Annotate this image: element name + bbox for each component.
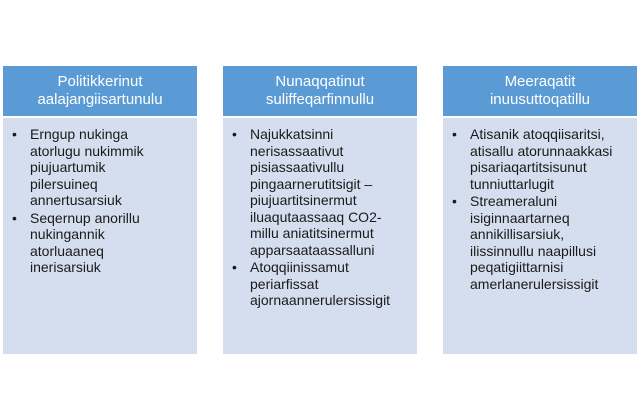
item-line: periarfissat: [250, 275, 319, 292]
item-line: annikillisarsiuk,: [470, 226, 565, 242]
item-line: ajornaannerulersissigit: [250, 292, 391, 308]
item-line: atorlugu nukimmik: [30, 142, 144, 159]
item-line: • Streameraluni: [470, 193, 558, 209]
column-youth: [443, 66, 637, 354]
item-line: pingaarnerutitsigit –: [250, 175, 373, 192]
column-header: [443, 66, 637, 116]
item-line: • Atisanik atoqqiisaritsi,: [470, 126, 605, 142]
item-line: tunniuttarlugit: [470, 175, 555, 192]
item-line: atisallu atorunnaakkasi: [470, 142, 613, 159]
column-politicians: [3, 66, 197, 354]
item-line: • Erngup nukinga: [30, 126, 129, 142]
bullet-item: [229, 126, 411, 258]
header-line: suliffeqarfinnullu: [265, 91, 375, 108]
bullet-item: [9, 210, 191, 276]
column-body: [443, 118, 637, 354]
header-line: inuusuttoqatillu: [489, 91, 591, 108]
column-residents-businesses: [223, 66, 417, 354]
item-line: annertusarsiuk: [30, 192, 122, 208]
item-line: apparsaataassalluni: [250, 241, 375, 258]
item-line: nerisassaativut: [250, 142, 344, 159]
item-line: nukingannik: [30, 226, 105, 242]
item-line: pilersuineq: [30, 175, 98, 192]
item-line: piujuartitsinermut: [250, 192, 357, 208]
bullet-item: [9, 126, 191, 209]
item-line: ilissinnullu naapillusi: [470, 242, 597, 259]
bullet-list: [449, 126, 631, 292]
header-line: Meeraqatit: [504, 73, 576, 90]
bullet-item: [449, 126, 631, 192]
item-line: atorluaaneq: [30, 242, 104, 259]
item-line: • Najukkatsinni: [250, 126, 334, 142]
item-line: • Atoqqiinissamut: [250, 259, 349, 275]
item-line: pisiassaativullu: [250, 159, 345, 175]
item-line: piujuartumik: [30, 159, 106, 175]
item-line: inerisarsiuk: [30, 259, 101, 275]
bullet-list: [9, 126, 191, 276]
header-line: Nunaqqatinut: [275, 73, 365, 90]
column-body: [223, 118, 417, 354]
item-line: pisariaqartitsisunut: [470, 159, 587, 175]
header-line: aalajangiisartunulu: [37, 91, 163, 108]
bullet-list: [229, 126, 411, 309]
item-line: amerlanerulersissigit: [470, 275, 599, 292]
bullet-item: [229, 259, 411, 309]
item-line: millu aniatitsinermut: [250, 225, 374, 241]
item-line: isiginnaartarneq: [470, 209, 570, 226]
bullet-item: [449, 193, 631, 292]
item-line: • Seqernup anorillu: [30, 209, 140, 226]
item-line: peqatigiittarnisi: [470, 259, 564, 275]
column-body: [3, 118, 197, 354]
header-line: Politikkerinut: [57, 73, 143, 90]
column-header: [3, 66, 197, 116]
item-line: iluaqutaassaaq CO2-: [250, 208, 382, 225]
column-header: [223, 66, 417, 116]
